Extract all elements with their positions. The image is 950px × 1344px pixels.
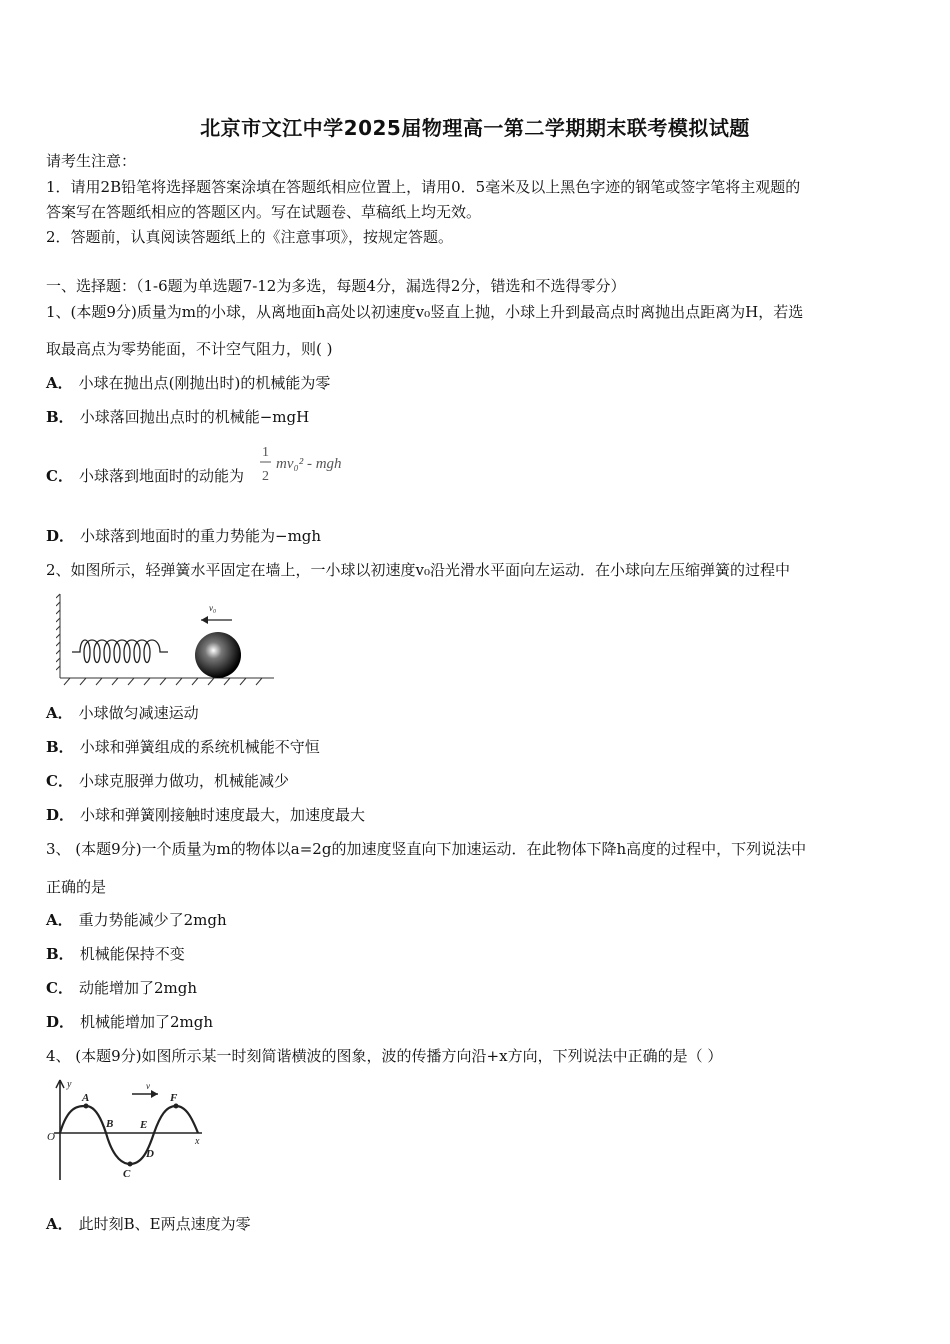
q1-option-a [46, 373, 330, 393]
option-letter: B． [46, 738, 74, 756]
point-e-label: E [140, 1119, 148, 1131]
q3-option-a [46, 910, 227, 930]
q2-option-d [46, 805, 365, 825]
option-text: 小球落回抛出点时的机械能−mgH [79, 408, 310, 426]
spring-ball-figure [56, 590, 278, 688]
origin-label: O [47, 1131, 55, 1143]
option-letter: A． [46, 704, 73, 722]
option-text: 重力势能减少了2mgh [78, 911, 227, 929]
velocity-arrow-icon [201, 616, 208, 624]
spring-coil [72, 640, 168, 663]
notice-heading: 请考生注意： [46, 152, 137, 170]
q2-option-b [46, 737, 320, 757]
option-letter: A． [46, 374, 73, 392]
notice-line-1: 1．请用2B铅笔将选择题答案涂填在答题纸相应位置上，请用0．5毫米及以上黑色字迹的钢笔或签字笔将主观题的 [46, 178, 801, 196]
point-d-label: D [146, 1148, 154, 1160]
q1-stem-line-2: 取最高点为零势能面，不计空气阻力，则( ) [46, 340, 333, 358]
option-text: 此时刻B、E两点速度为零 [78, 1215, 251, 1233]
q1-stem-line-1: 1、(本题9分)质量为m的小球，从离地面h高处以初速度v₀竖直上抛，小球上升到最高点时离抛出点距离为H，若选 [46, 303, 804, 321]
page-title: 北京市文江中学2025届物理高一第二学期期末联考模拟试题 [200, 116, 750, 140]
velocity-label: v₀ [209, 603, 217, 613]
option-text: 小球做匀减速运动 [78, 704, 199, 722]
notice-line-2: 答案写在答题纸相应的答题区内。写在试题卷、草稿纸上均无效。 [46, 203, 482, 221]
option-text: 小球和弹簧组成的系统机械能不守恒 [79, 738, 320, 756]
option-letter: D． [46, 806, 75, 824]
point-a-label: A [82, 1092, 90, 1104]
q1-option-b [46, 407, 309, 427]
option-letter: B． [46, 408, 74, 426]
point-c-label: C [123, 1168, 131, 1180]
q2-option-c [46, 771, 289, 791]
q2-stem-line-1: 2、如图所示，轻弹簧水平固定在墙上，一小球以初速度v₀沿光滑水平面向左运动．在小球向左压缩弹簧的过程中 [46, 561, 791, 579]
q3-stem-line-2: 正确的是 [46, 878, 107, 896]
option-letter: C． [46, 979, 73, 997]
q3-option-b [46, 944, 185, 964]
propagation-arrow-icon [151, 1090, 158, 1098]
propagation-label: v [146, 1081, 150, 1091]
option-text: 小球和弹簧刚接触时速度最大，加速度最大 [80, 806, 366, 824]
option-letter: A． [46, 911, 73, 929]
option-text: 小球克服弹力做功，机械能减少 [78, 772, 289, 790]
y-axis-label: y [67, 1079, 72, 1090]
option-text: 机械能保持不变 [79, 945, 185, 963]
formula-numerator: 1 [262, 445, 269, 460]
option-letter: A． [46, 1215, 73, 1233]
q2-option-a [46, 703, 199, 723]
formula-rest: mv₀² - mgh [276, 456, 342, 472]
option-text: 小球落到地面时的动能为 [78, 467, 244, 485]
q3-option-c [46, 978, 197, 998]
q3-stem-line-1: 3、 (本题9分)一个质量为m的物体以a=2g的加速度竖直向下加速运动．在此物体下降h高度的过程中，下列说法中 [46, 840, 807, 858]
option-letter: D． [46, 527, 75, 545]
q3-option-d [46, 1012, 213, 1032]
option-text: 机械能增加了2mgh [80, 1013, 214, 1031]
ball [195, 632, 241, 678]
wave-figure [44, 1076, 210, 1186]
wave-curve [60, 1106, 198, 1164]
option-text: 动能增加了2mgh [78, 979, 197, 997]
notice-line-3: 2．答题前，认真阅读答题纸上的《注意事项》，按规定答题。 [46, 228, 454, 246]
formula-denominator: 2 [262, 469, 269, 484]
point-f-label: F [170, 1092, 178, 1104]
option-text: 小球落到地面时的重力势能为−mgh [80, 527, 322, 545]
q4-option-a [46, 1214, 251, 1234]
option-letter: C． [46, 772, 73, 790]
section-heading: 一、选择题：（1-6题为单选题7-12为多选，每题4分，漏选得2分，错选和不选得零分） [46, 277, 626, 295]
option-text: 小球在抛出点(刚抛出时)的机械能为零 [78, 374, 331, 392]
option-letter: D． [46, 1013, 75, 1031]
option-letter: C． [46, 467, 73, 485]
q1-option-d [46, 526, 321, 546]
x-axis-label: x [195, 1136, 200, 1147]
q4-stem-line-1: 4、 (本题9分)如图所示某一时刻简谐横波的图象，波的传播方向沿+x方向，下列说法中正确的是（ ） [46, 1047, 723, 1065]
q1-option-c [46, 466, 244, 486]
option-letter: B． [46, 945, 74, 963]
kinetic-energy-formula [258, 440, 368, 486]
point-b-label: B [106, 1118, 114, 1130]
